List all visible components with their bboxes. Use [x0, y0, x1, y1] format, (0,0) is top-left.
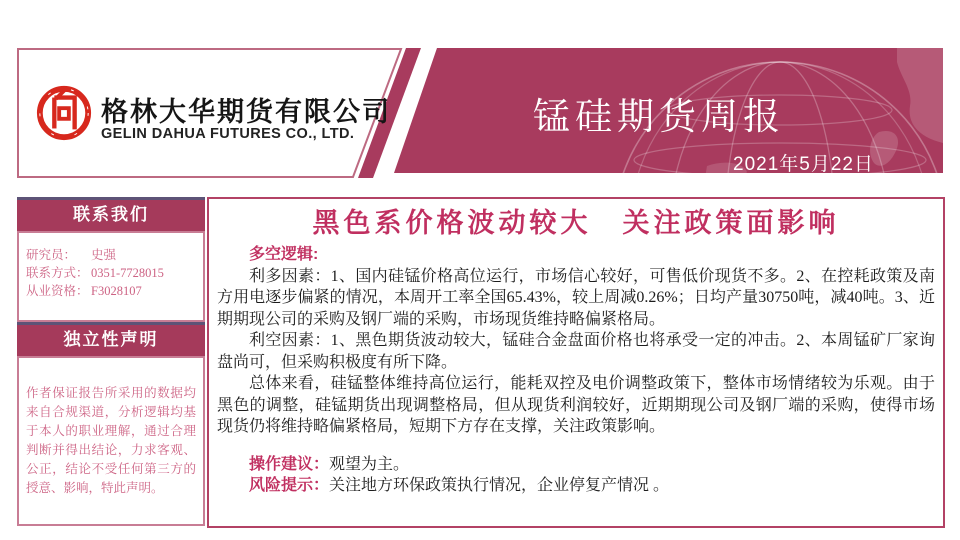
summary-paragraph: 总体来看，硅锰整体维持高位运行，能耗双控及电价调整政策下，整体市场情绪较为乐观。由于黑色的调整，硅锰期货出现调整格局，但从现货利润较好，近期期现公司及钢厂端的采购，使得市场现货仍将维持略偏紧格局，短期下方存在支撑，关注政策影响。 — [217, 375, 935, 435]
independence-statement-box — [17, 356, 205, 526]
researcher-value: 史强 — [91, 248, 117, 262]
contact-row-researcher — [26, 246, 197, 264]
phone-value: 0351-7728015 — [91, 266, 164, 280]
contact-section-header: 联系我们 — [17, 197, 205, 231]
risk-warning-line — [217, 475, 935, 497]
bullish-factors-paragraph: 利多因素：1、国内硅锰价格高位运行，市场信心较好，可售低价现货不多。2、在控耗政策及南方用电逐步偏紧的情况，本周开工率全国65.43%，较上周减0.26%；日均产量30750吨，减40吨。3、近期期现公司的采购及钢厂端的采购，市场现货维持略偏紧格局。 — [217, 267, 935, 328]
advice-text: 观望为主。 — [329, 455, 410, 473]
report-date: 2021年5月22日 — [733, 154, 874, 175]
researcher-label: 研究员： — [26, 248, 77, 262]
analysis-content — [209, 240, 943, 497]
main-content-box — [207, 197, 945, 528]
company-name-en: GELIN DAHUA FUTURES CO., LTD. — [101, 126, 355, 142]
risk-text: 关注地方环保政策执行情况，企业停复产情况 。 — [329, 477, 670, 494]
phone-label: 联系方式： — [26, 266, 89, 280]
qualification-value: F3028107 — [91, 284, 142, 298]
independence-section-header: 独立性声明 — [17, 322, 205, 356]
report-header — [17, 48, 943, 178]
operation-advice-line — [217, 454, 935, 476]
contact-row-qualification — [26, 282, 197, 300]
risk-label: 风险提示： — [249, 477, 330, 494]
logic-section-label: 多空逻辑: — [249, 246, 319, 263]
page-title: 黑色系价格波动较大 关注政策面影响 — [312, 208, 840, 238]
company-name-cn: 格林大华期货有限公司 — [101, 97, 391, 127]
contact-row-phone — [26, 264, 197, 282]
advice-label: 操作建议： — [249, 455, 330, 473]
contact-info-box — [17, 231, 205, 322]
report-title: 锰硅期货周报 — [533, 96, 785, 137]
independence-statement-text: 作者保证报告所采用的数据均来自合规渠道，分析逻辑均基于本人的职业理解，通过合理判断并得出结论，力求客观、公正，结论不受任何第三方的授意、影响，特此声明。 — [26, 386, 196, 495]
bearish-factors-paragraph: 利空因素：1、黑色期货波动较大，锰硅合金盘面价格也将承受一定的冲击。2、本周锰矿厂家询盘尚可，但采购积极度有所下降。 — [217, 332, 935, 371]
qualification-label: 从业资格： — [26, 284, 89, 298]
gelin-dahua-logo-icon — [35, 84, 93, 142]
